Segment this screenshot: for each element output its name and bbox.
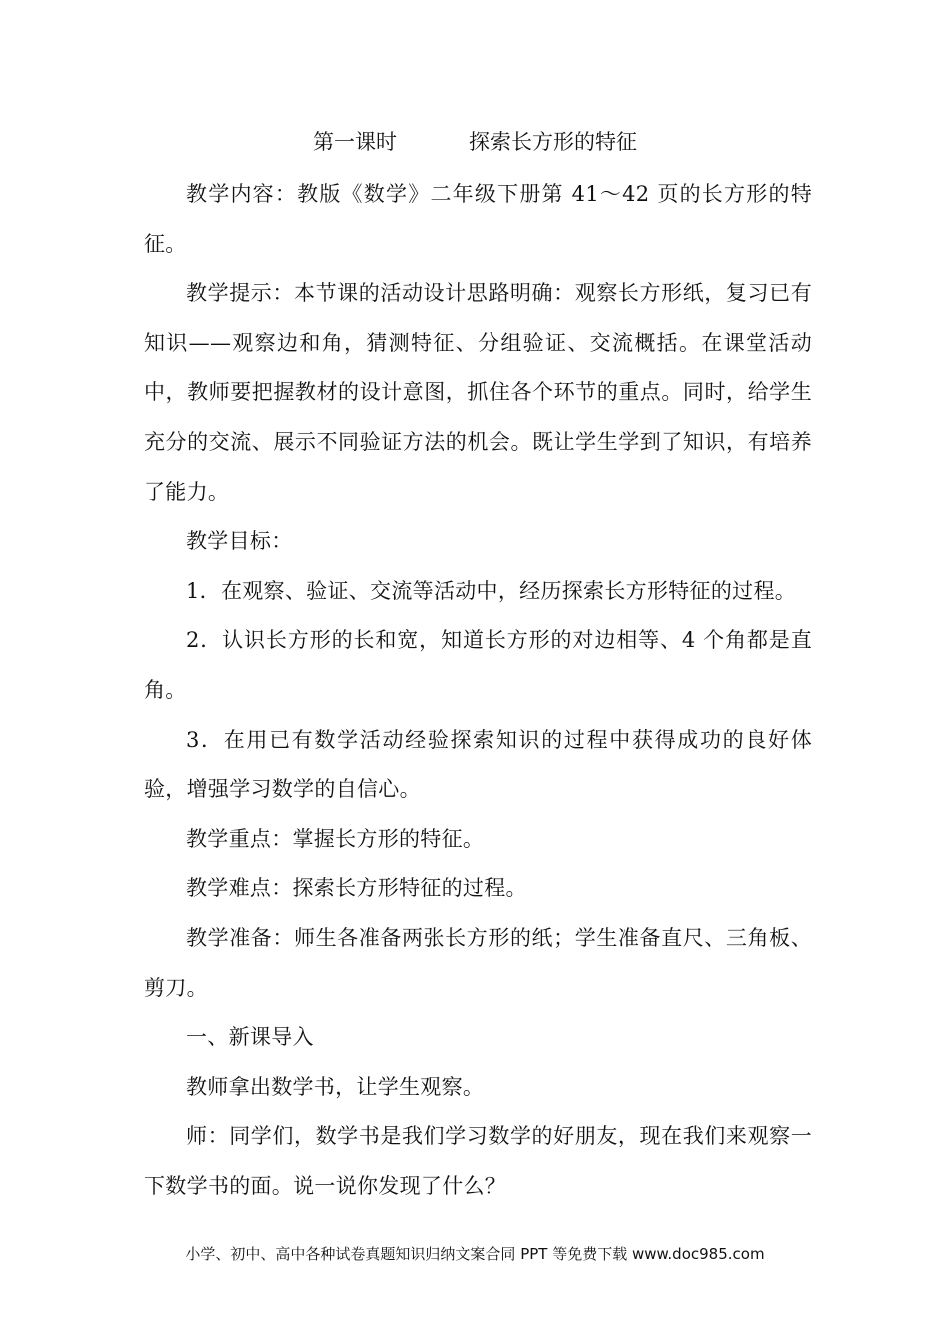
paragraph-objective-1: 1．在观察、验证、交流等活动中，经历探索长方形特征的过程。 [186,578,797,603]
paragraph-teacher-action: 教师拿出数学书，让学生观察。 [186,1074,485,1099]
lesson-body [144,170,812,1211]
paragraph-objectives-heading: 教学目标： [186,529,293,554]
paragraph-objective-2: 2．认识长方形的长和宽，知道长方形的对边相等、4 个角都是直角。 [144,628,812,702]
title-lesson-number: 第一课时 [313,130,397,154]
paragraph-key-point: 教学重点：掌握长方形的特征。 [186,826,485,851]
paragraph-teaching-tips: 教学提示：本节课的活动设计思路明确：观察长方形纸，复习已有知识——观察边和角，猜测特征、分组验证、交流概括。在课堂活动中，教师要把握教材的设计意图，抓住各个环节的重点。同时，给学生充分的交流、展示不同验证方法的机会。既让学生学到了知识，有培养了能力。 [144,281,812,504]
paragraph-difficulty: 教学难点：探索长方形特征的过程。 [186,876,527,901]
paragraph-teaching-content: 教学内容：教版《数学》二年级下册第 41～42 页的长方形的特征。 [144,182,812,256]
paragraph-teacher-dialogue: 师：同学们，数学书是我们学习数学的好朋友，现在我们来观察一下数学书的面。说一说你发现了什么？ [144,1124,812,1198]
section-heading-introduction: 一、新课导入 [186,1025,314,1050]
paragraph-preparation: 教学准备：师生各准备两张长方形的纸；学生准备直尺、三角板、剪刀。 [144,925,812,1000]
lesson-title [0,124,950,160]
title-lesson-topic: 探索长方形的特征 [469,130,637,154]
paragraph-objective-3: 3．在用已有数学活动经验探索知识的过程中获得成功的良好体验，增强学习数学的自信心。 [144,727,812,802]
footer-download-note: 小学、初中、高中各种试卷真题知识归纳文案合同 PPT 等免费下载 www.doc985.com [185,1245,765,1263]
